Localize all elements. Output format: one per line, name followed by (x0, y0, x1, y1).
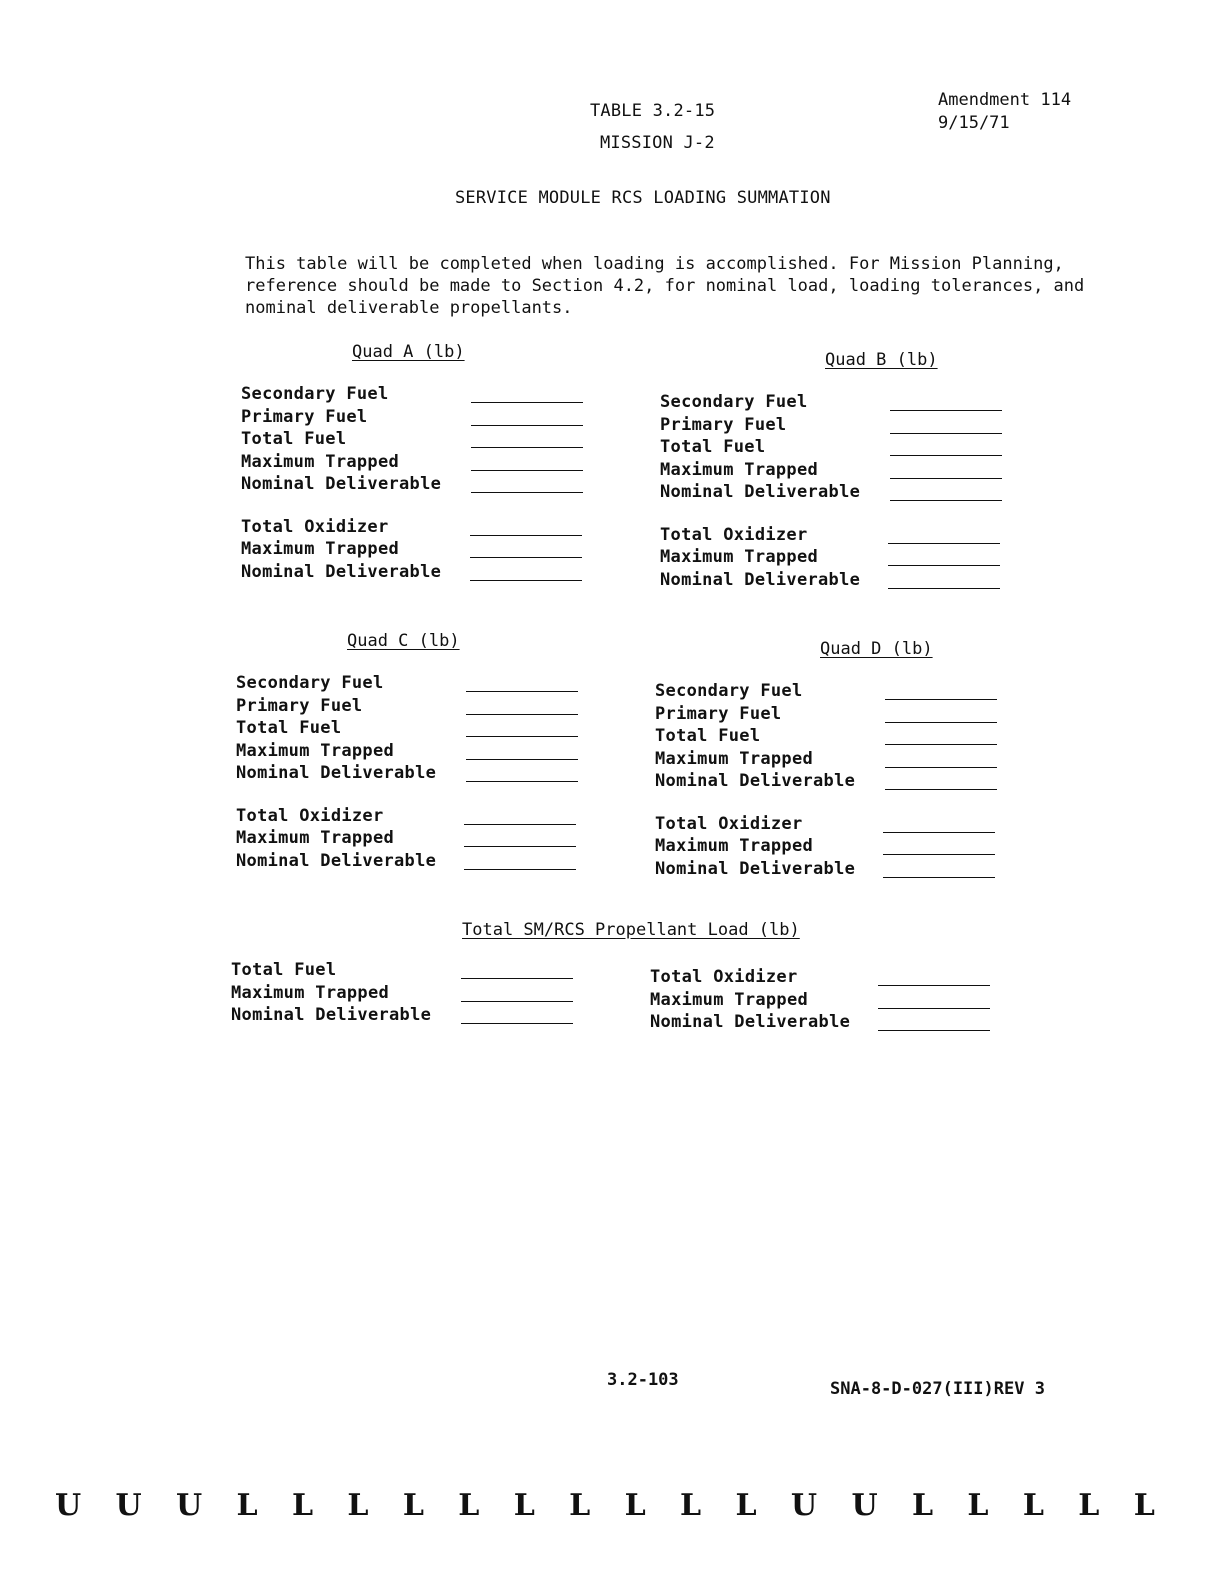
row-label: Maximum Trapped (241, 539, 400, 559)
fill-line (885, 744, 997, 745)
fill-line (890, 410, 1002, 411)
row-label: Nominal Deliverable (231, 1005, 432, 1025)
quad-b-row (660, 570, 1010, 593)
edge-mark: L (1078, 1488, 1100, 1523)
row-label: Total Fuel (655, 726, 761, 746)
fill-line (890, 433, 1002, 434)
edge-mark: L (735, 1488, 757, 1523)
quad-a-row (241, 407, 591, 430)
quad-c-row (236, 741, 586, 764)
row-label: Total Oxidizer (655, 813, 803, 834)
edge-mark: L (569, 1488, 591, 1523)
fill-line (890, 478, 1002, 479)
total-fuel-row (231, 1005, 581, 1028)
mission-label: MISSION J-2 (600, 133, 715, 153)
fill-line (885, 767, 997, 768)
edge-mark: L (911, 1488, 934, 1523)
row-label: Primary Fuel (655, 703, 782, 724)
total-oxidizer-row (650, 967, 1000, 990)
fill-line (885, 722, 997, 723)
row-label: Total Fuel (241, 429, 347, 449)
row-label: Nominal Deliverable (650, 1012, 851, 1032)
row-label: Total Oxidizer (241, 516, 389, 537)
edge-mark: L (458, 1488, 480, 1523)
row-label: Total Oxidizer (236, 805, 384, 826)
fill-line (471, 470, 583, 471)
fill-line (888, 565, 1000, 566)
quad-a-row (241, 539, 591, 562)
total-fuel-block (231, 960, 581, 1028)
edge-mark: U (851, 1488, 878, 1523)
quad-d-row (655, 859, 1005, 882)
total-load-title: Total SM/RCS Propellant Load (lb) (462, 920, 800, 940)
fill-line (464, 846, 576, 847)
row-label: Total Oxidizer (660, 524, 808, 545)
row-label: Nominal Deliverable (655, 771, 856, 791)
total-fuel-row (231, 960, 581, 983)
row-label: Maximum Trapped (650, 989, 809, 1010)
quad-b-row (660, 460, 1010, 483)
quad-b-row (660, 482, 1010, 505)
fill-line (470, 580, 582, 581)
quad-c-row (236, 673, 586, 696)
quad-a-title: Quad A (lb) (352, 342, 465, 362)
quad-c-row (236, 806, 586, 829)
quad-a-row (241, 562, 591, 585)
fill-line (466, 736, 578, 737)
quad-d-row (655, 749, 1005, 772)
fill-line (464, 824, 576, 825)
row-label: Total Fuel (231, 960, 337, 980)
row-label: Secondary Fuel (236, 673, 384, 693)
edge-mark: U (115, 1488, 142, 1523)
row-label: Maximum Trapped (231, 982, 390, 1003)
row-label: Maximum Trapped (241, 451, 400, 472)
edge-mark: L (513, 1488, 535, 1523)
fill-line (470, 535, 582, 536)
row-label: Nominal Deliverable (655, 858, 856, 879)
row-label: Maximum Trapped (660, 459, 819, 480)
edge-mark: U (55, 1488, 82, 1523)
fill-line (878, 985, 990, 986)
row-label: Nominal Deliverable (660, 482, 861, 502)
quad-b-row (660, 392, 1010, 415)
row-label: Total Fuel (660, 437, 766, 457)
quad-b-row (660, 437, 1010, 460)
quad-d-row (655, 681, 1005, 704)
fill-line (464, 869, 576, 870)
page-title: SERVICE MODULE RCS LOADING SUMMATION (455, 188, 831, 208)
quad-c-row (236, 718, 586, 741)
row-label: Total Fuel (236, 718, 342, 738)
total-oxidizer-block (650, 967, 1000, 1035)
quad-b-row (660, 415, 1010, 438)
quad-b-row (660, 547, 1010, 570)
quad-d-row (655, 704, 1005, 727)
row-label: Secondary Fuel (241, 384, 389, 404)
fill-line (466, 714, 578, 715)
fill-line (461, 1001, 573, 1002)
row-label: Primary Fuel (241, 406, 368, 427)
fill-line (471, 425, 583, 426)
quad-c-row (236, 851, 586, 874)
fill-line (461, 1023, 573, 1024)
row-label: Primary Fuel (236, 695, 363, 716)
quad-c-row (236, 763, 586, 786)
edge-mark: L (1133, 1488, 1155, 1523)
fill-line (883, 832, 995, 833)
row-label: Nominal Deliverable (241, 561, 442, 582)
quad-a-row (241, 474, 591, 497)
fill-line (888, 543, 1000, 544)
quad-c-row (236, 696, 586, 719)
row-label: Maximum Trapped (655, 748, 814, 769)
fill-line (888, 588, 1000, 589)
edge-mark: L (967, 1488, 989, 1523)
table-id: TABLE 3.2-15 (590, 101, 716, 121)
quad-d-row (655, 814, 1005, 837)
fill-line (890, 500, 1002, 501)
fill-line (471, 492, 583, 493)
quad-c-block (236, 673, 586, 873)
amendment-date: 9/15/71 (938, 113, 1010, 133)
row-label: Nominal Deliverable (236, 850, 437, 871)
quad-d-title: Quad D (lb) (820, 639, 933, 659)
edge-marks (55, 1488, 1155, 1523)
edge-mark: L (1022, 1488, 1044, 1523)
total-oxidizer-row (650, 990, 1000, 1013)
quad-a-row (241, 429, 591, 452)
edge-mark: L (291, 1488, 314, 1523)
row-label: Nominal Deliverable (236, 763, 437, 783)
row-label: Primary Fuel (660, 414, 787, 435)
row-label: Nominal Deliverable (660, 569, 861, 590)
fill-line (470, 557, 582, 558)
row-label: Nominal Deliverable (241, 474, 442, 494)
edge-mark: L (402, 1488, 424, 1523)
row-label: Maximum Trapped (236, 740, 395, 761)
row-label: Secondary Fuel (655, 681, 803, 701)
quad-d-row (655, 771, 1005, 794)
page-number: 3.2-103 (607, 1370, 679, 1390)
fill-line (890, 455, 1002, 456)
document-id: SNA-8-D-027(III)REV 3 (830, 1379, 1045, 1399)
fill-line (461, 978, 573, 979)
fill-line (883, 854, 995, 855)
fill-line (883, 877, 995, 878)
fill-line (466, 691, 578, 692)
row-label: Maximum Trapped (655, 836, 814, 856)
row-label: Total Oxidizer (650, 967, 798, 987)
edge-mark: L (680, 1488, 702, 1523)
edge-mark: L (624, 1488, 646, 1523)
quad-a-row (241, 517, 591, 540)
quad-b-row (660, 525, 1010, 548)
edge-mark: L (347, 1488, 369, 1523)
total-fuel-row (231, 983, 581, 1006)
quad-b-title: Quad B (lb) (825, 350, 938, 370)
quad-a-block (241, 384, 591, 584)
quad-c-row (236, 828, 586, 851)
fill-line (885, 789, 997, 790)
fill-line (885, 699, 997, 700)
quad-a-row (241, 452, 591, 475)
row-label: Maximum Trapped (236, 828, 395, 848)
fill-line (471, 402, 583, 403)
edge-mark: U (790, 1488, 818, 1523)
quad-c-title: Quad C (lb) (347, 631, 460, 651)
quad-b-block (660, 392, 1010, 592)
row-label: Maximum Trapped (660, 547, 819, 567)
row-label: Secondary Fuel (660, 392, 808, 412)
edge-mark: U (176, 1488, 203, 1523)
fill-line (878, 1030, 990, 1031)
fill-line (466, 781, 578, 782)
total-oxidizer-row (650, 1012, 1000, 1035)
fill-line (466, 759, 578, 760)
fill-line (471, 447, 583, 448)
quad-d-row (655, 836, 1005, 859)
fill-line (878, 1008, 990, 1009)
quad-d-block (655, 681, 1005, 881)
quad-d-row (655, 726, 1005, 749)
intro-paragraph: This table will be completed when loading is accomplished. For Mission Planning, reference should be made to Section 4.2, for nominal load, loading tolerances, and nominal deliverable propellants. (245, 254, 1085, 318)
amendment-label: Amendment 114 (938, 90, 1072, 110)
quad-a-row (241, 384, 591, 407)
edge-mark: L (236, 1488, 258, 1523)
